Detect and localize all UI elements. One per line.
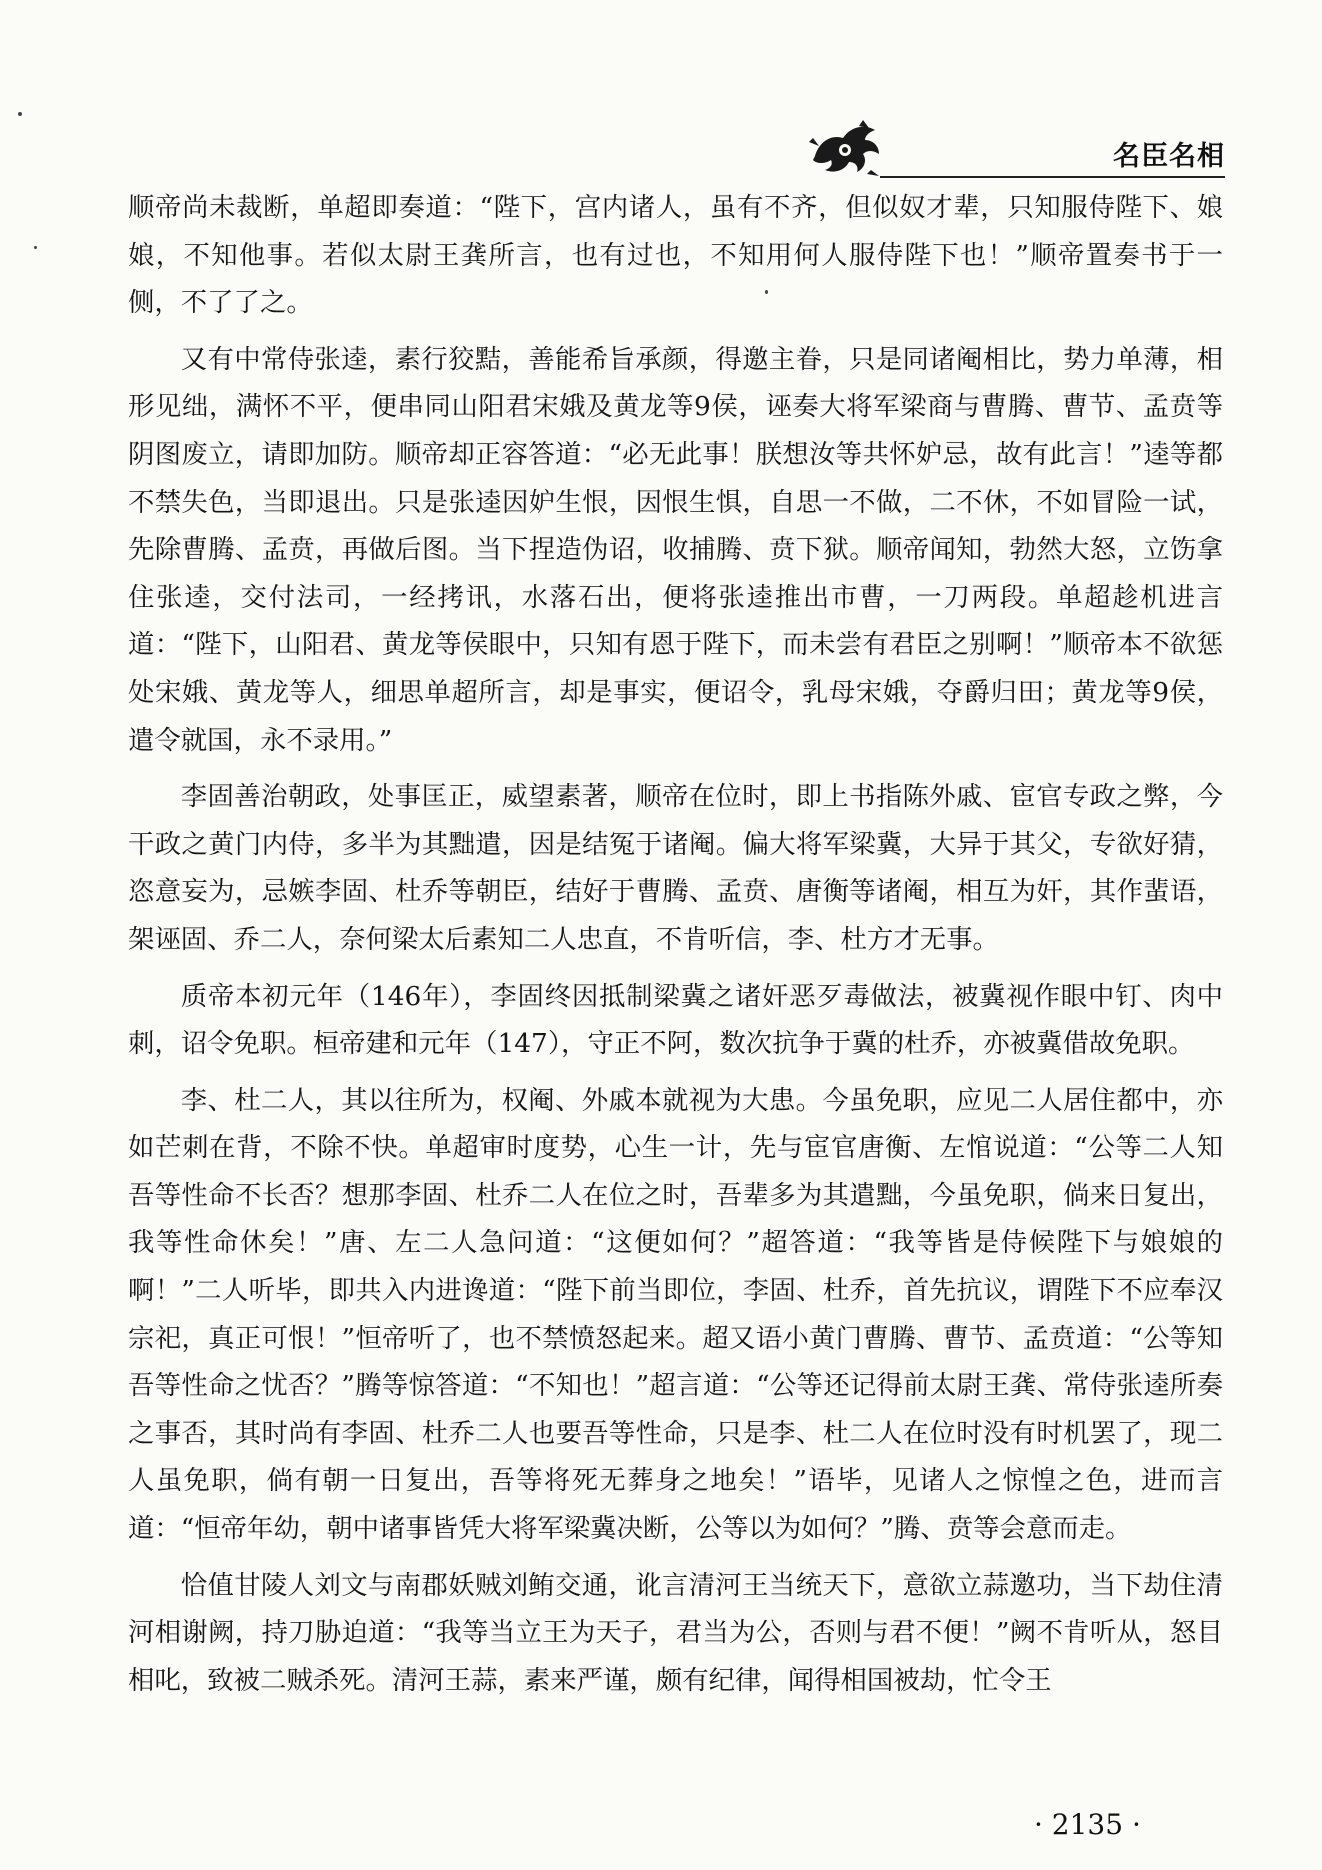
scan-speck xyxy=(34,246,37,249)
paragraph: 李固善治朝政，处事匡正，威望素著，顺帝在位时，即上书指陈外戚、宦官专政之弊，今干政之黄门内侍，多半为其黜遣，因是结冤于诸阉。偏大将军梁冀，大异于其父，专欲好猜，恣意妄为，忌嫉李固、杜乔等朝臣，结好于曹腾、孟贲、唐衡等诸阉，相互为奸，其作蜚语，架诬固、乔二人，奈何梁太后素知二人忠直，不肯听信，李、杜方才无事。 xyxy=(128,781,1223,955)
body-text xyxy=(128,184,1223,1704)
header-title: 名臣名相 xyxy=(1113,141,1225,172)
header-rule xyxy=(880,176,1225,178)
page-number: · 2135 · xyxy=(1034,1808,1141,1841)
paragraph: 又有中常侍张逵，素行狡黠，善能希旨承颜，得邀主眷，只是同诸阉相比，势力单薄，相形见绌，满怀不平，便串同山阳君宋娥及黄龙等9侯，诬奏大将军梁商与曹腾、曹节、孟贲等阴图废立，请即加防。顺帝却正容答道：“必无此事！朕想汝等共怀妒忌，故有此言！”逵等都不禁失色，当即退出。只是张逵因妒生恨，因恨生惧，自思一不做，二不休，不如冒险一试，先除曹腾、孟贲，再做后图。当下捏造伪诏，收捕腾、贲下狱。顺帝闻知，勃然大怒，立饬拿住张逵，交付法司，一经拷讯，水落石出，便将张逵推出市曹，一刀两段。单超趁机进言道：“陛下，山阳君、黄龙等侯眼中，只知有恩于陛下，而未尝有君臣之别啊！”顺帝本不欲惩处宋娥、黄龙等人，细思单超所言，却是事实，便诏令，乳母宋娥，夺爵归田；黄龙等9侯，遣令就国，永不录用。” xyxy=(128,343,1223,756)
paragraph: 质帝本初元年（146年），李固终因抵制梁冀之诸奸恶歹毒做法，被冀视作眼中钉、肉中刺，诏令免职。桓帝建和元年（147），守正不阿，数次抗争于冀的杜乔，亦被冀借故免职。 xyxy=(128,980,1223,1060)
paragraph: 顺帝尚未裁断，单超即奏道：“陛下，宫内诸人，虽有不齐，但似奴才辈，只知服侍陛下、娘娘，不知他事。若似太尉王龚所言，也有过也，不知用何人服侍陛下也！”顺帝置奏书于一侧，不了了之。 xyxy=(128,192,1223,319)
paragraph: 恰值甘陵人刘文与南郡妖贼刘鲔交通，讹言清河王当统天下，意欲立蒜邀功，当下劫住清河相谢阙，持刀胁迫道：“我等当立王为天子，君当为公，否则与君不便！”阙不肯听从，怒目相叱，致被二贼杀死。清河王蒜，素来严谨，颇有纪律，闻得相国被劫，忙令王 xyxy=(128,1569,1223,1696)
paragraph: 李、杜二人，其以往所为，权阉、外戚本就视为大患。今虽免职，应见二人居住都中，亦如芒刺在背，不除不快。单超审时度势，心生一计，先与宦官唐衡、左悺说道：“公等二人知吾等性命不长否？想那李固、杜乔二人在位之时，吾辈多为其遣黜，今虽免职，倘来日复出，我等性命休矣！”唐、左二人急问道：“这便如何？”超答道：“我等皆是侍候陛下与娘娘的啊！”二人听毕，即共入内进谗道：“陛下前当即位，李固、杜乔，首先抗议，谓陛下不应奉汉宗祀，真正可恨！”恒帝听了，也不禁愤怒起来。超又语小黄门曹腾、曹节、孟贲道：“公等知吾等性命之忧否？”腾等惊答道：“不知也！”超言道：“公等还记得前太尉王龚、常侍张逵所奏之事否，其时尚有李固、杜乔二人也要吾等性命，只是李、杜二人在位时没有时机罢了，现二人虽免职，倘有朝一日复出，吾等将死无葬身之地矣！”语毕，见诸人之惊惶之色，进而言道：“恒帝年幼，朝中诸事皆凭大将军梁冀决断，公等以为如何？”腾、贲等会意而走。 xyxy=(128,1084,1223,1545)
scan-speck xyxy=(765,290,768,294)
dragon-icon xyxy=(805,112,883,180)
scan-speck xyxy=(18,112,22,116)
running-header xyxy=(800,112,1225,184)
